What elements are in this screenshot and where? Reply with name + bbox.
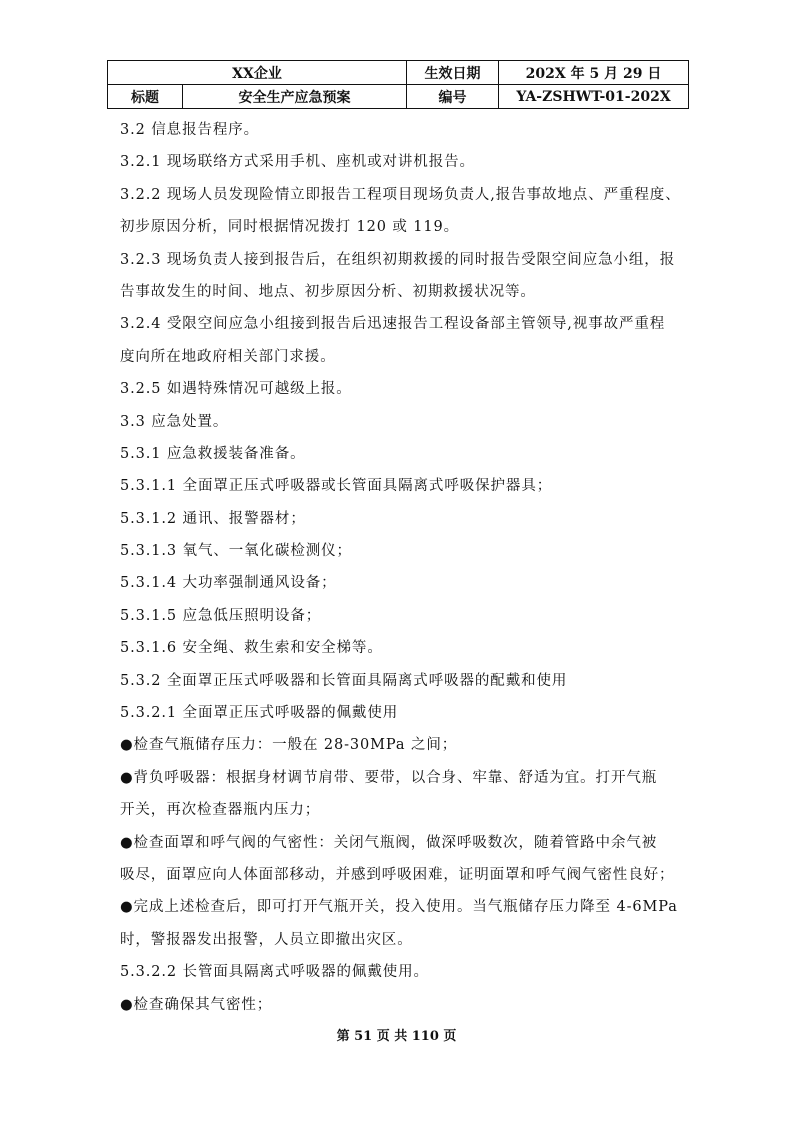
text-line: 3.3 应急处置。 [120,413,229,430]
text-line: 3.2.3 现场负责人接到报告后，在组织初期救援的同时报告受限空间应急小组，报 [120,251,676,268]
text-line: 5.3.1 应急救援装备准备。 [120,445,306,462]
effective-date-value: 202X 年 5 月 29 日 [499,61,689,85]
text-line: 开关，再次检查器瓶内压力； [120,802,321,819]
text-line: 度向所在地政府相关部门求援。 [120,348,336,365]
text-line: 初步原因分析，同时根据情况拨打 120 或 119。 [120,219,460,236]
text-line: 3.2.4 受限空间应急小组接到报告后迅速报告工程设备部主管领导,视事故严重程 [120,316,666,333]
text-line: 吸尽，面罩应向人体面部移动，并感到呼吸困难，证明面罩和呼气阀气密性良好； [120,866,675,883]
text-line: ●检查面罩和呼气阀的气密性：关闭气瓶阀，做深呼吸数次，随着管路中余气被 [120,834,658,851]
text-line: 3.2.1 现场联络方式采用手机、座机或对讲机报告。 [120,154,475,171]
text-line: ●完成上述检查后，即可打开气瓶开关，投入使用。当气瓶储存压力降至 4-6MPa [120,899,678,916]
text-line: 5.3.1.4 大功率强制通风设备； [120,575,337,592]
text-line: 时，警报器发出报警，人员立即撤出灾区。 [120,931,413,948]
document-header-table [107,60,689,109]
text-line: 5.3.1.2 通讯、报警器材； [120,510,306,527]
text-line: ●检查气瓶储存压力：一般在 28-30MPa 之间； [120,737,458,754]
document-body [120,114,690,1021]
text-line: ●背负呼吸器：根据身材调节肩带、要带，以合身、牢靠、舒适为宜。打开气瓶 [120,769,658,786]
text-line: 5.3.2.2 长管面具隔离式呼吸器的佩戴使用。 [120,964,429,981]
text-line: 3.2.5 如遇特殊情况可越级上报。 [120,381,352,398]
title-label: 标题 [108,85,183,109]
text-line: 5.3.2 全面罩正压式呼吸器和长管面具隔离式呼吸器的配戴和使用 [120,672,568,689]
text-line: 5.3.1.5 应急低压照明设备； [120,607,322,624]
document-title: 安全生产应急预案 [183,85,407,109]
number-label: 编号 [407,85,499,109]
header-row-1 [108,61,689,85]
text-line: 告事故发生的时间、地点、初步原因分析、初期救援状况等。 [120,283,536,300]
header-row-2 [108,85,689,109]
page-number-footer: 第 51 页 共 110 页 [336,1029,457,1044]
document-number: YA-ZSHWT-01-202X [499,85,689,109]
text-line: 3.2.2 现场人员发现险情立即报告工程项目现场负责人,报告事故地点、严重程度、 [120,186,681,203]
company-name: XX企业 [108,61,407,85]
effective-date-label: 生效日期 [407,61,499,85]
text-line: 5.3.1.3 氧气、一氧化碳检测仪； [120,543,352,560]
text-line: ●检查确保其气密性； [120,996,273,1013]
text-line: 5.3.1.1 全面罩正压式呼吸器或长管面具隔离式呼吸保护器具； [120,478,553,495]
text-line: 5.3.2.1 全面罩正压式呼吸器的佩戴使用 [120,705,399,722]
text-line: 3.2 信息报告程序。 [120,122,260,138]
text-line: 5.3.1.6 安全绳、救生索和安全梯等。 [120,640,383,657]
